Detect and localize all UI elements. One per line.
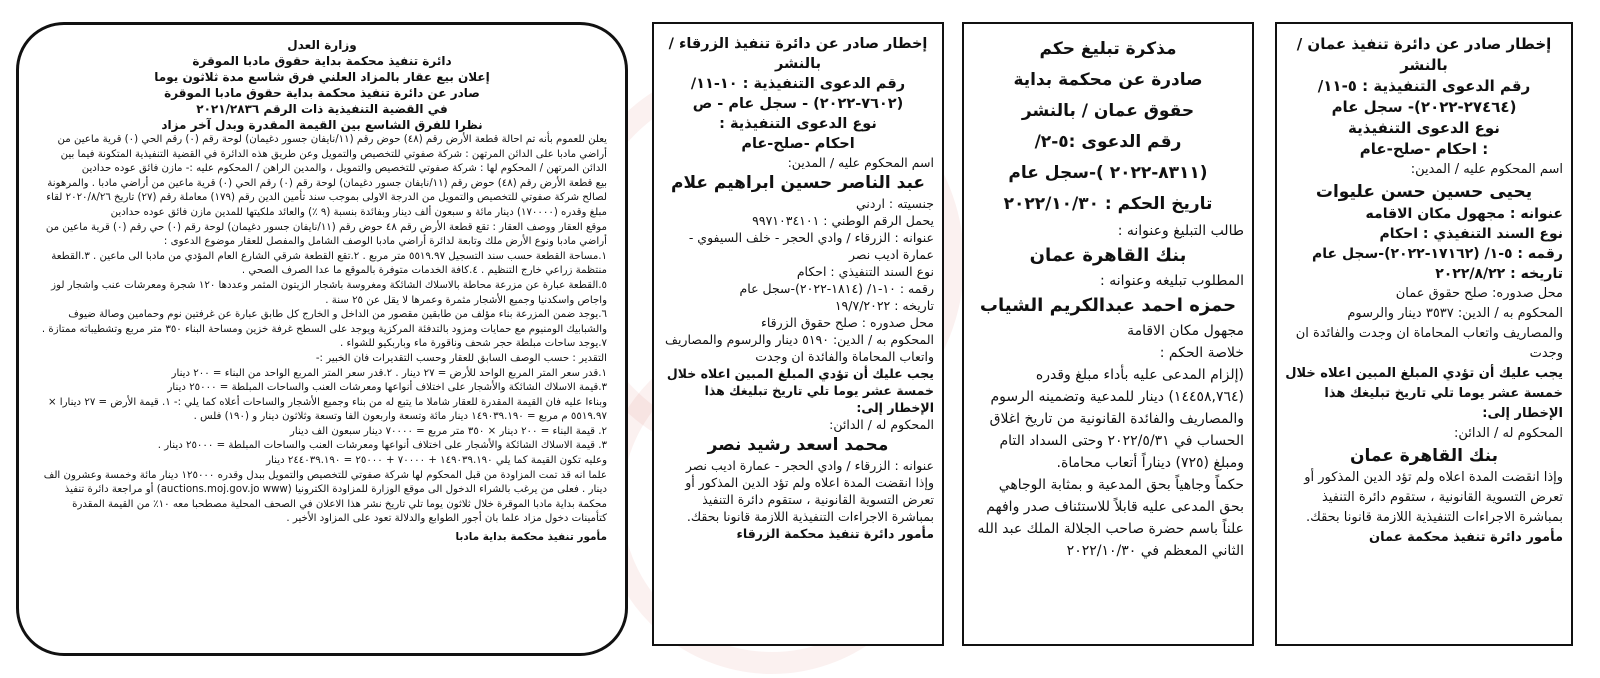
nationality: جنسيته : اردني (855, 196, 934, 211)
notified-name: حمزه احمد عبدالكريم الشياب (979, 295, 1237, 316)
requester-name: بنك القاهرة عمان (1029, 245, 1187, 266)
auction-paragraph: وبناءا عليه فان القيمة المقدرة للعقار شاملا ما يتبع له من بناء وجميع الأشجار والساحات أعلاه كما يلي :- ١. قيمة الأرض = ٢٧ دينارا × ٥٥١٩.٩٧ م مربع = ١٤٩٠٣٩.١٩٠ دينار مائة وتسعة واربعون الفا وتسعة وثلاثون دينار و (١٩٠) فلس . (48, 396, 607, 423)
auction-paragraph: ٣.قيمة الاسلاك الشائكة والأشجار على اختلاف أنواعها ومعرشات العنب والساحات المبلطة = ٢٥٠٠٠ دينار (167, 382, 607, 394)
closing-text: وإذا انقضت المدة اعلاه ولم تؤد الدين المذكور أو تعرض التسوية القانونية ، ستقوم دائرة التنفيذ بمباشرة الاجراءات التنفيذية اللازمة قانونا بحقك. (1304, 470, 1563, 525)
document-number: رقمه : ١٠-١/ (١٨١٤-٢٠٢٢)-سجل عام (739, 281, 934, 296)
auction-paragraph: ٦.يوجد ضمن المزرعة بناء مؤلف من طابقين مقصور من الداخل و الخارج كل طابق عبارة عن غرفتين نوم وحمامين وصالة ضيوف والشبابيك الومنيوم مع حمايات ومزود بالتدفئة المركزية ويوجد على السطح غرفة خزين ومساحة البناء ٣٥٠ متر مربع وتشطيباته ممتازة . ٧.يوجد ساحات مبلطة حجر شحف وناقورة ماء وباربكيو للشواء . (41, 309, 607, 350)
creditor-address: عنوانه : الزرقاء / وادي الحجر - عمارة اديب نصر (685, 458, 934, 473)
case-number: (٨٣١١-٢٠٢٢ )-سجل عام (1008, 163, 1208, 183)
summary-label: خلاصة الحكم : (1159, 345, 1244, 361)
judgment-title: مذكرة تبليغ حكم (1039, 39, 1177, 59)
auction-paragraph: وعليه تكون القيمة كما يلي ١٤٩٠٣٩.١٩٠ + ٧٠٠٠٠ + ٢٥٠٠٠ = ٢٤٤٠٣٩.١٩٠ دينار (266, 455, 607, 467)
national-id: يحمل الرقم الوطني : ٩٩٧١٠٣٤١٠١ (752, 213, 934, 228)
issuer-line: صادر عن دائرة تنفيذ محكمة بداية حقوق مادبا الموقرة (164, 86, 480, 100)
auction-paragraph: موقع العقار ووصف العقار : تقع قطعة الأرض رقم ٤٨ حوض رقم (١١/نايفان جسور دغيمان) لوحة رقم (٠) حي رقم (٠) قرية ماعين من أراضي مادبا ونوع الأرض ملك وتابعة لدائرة أراضي مادبا الوصف الشامل والمفصل للعقار موضوع الدعوى : (45, 221, 607, 248)
notice-title: إخطار صادر عن دائرة تنفيذ عمان / بالنشر (1296, 35, 1552, 74)
auction-paragraph: علما انه قد تمت المزاودة من قبل المحكوم لها شركة صفوتي للتخصيص والتمويل ببدل وقدره ١٢٥٠٠٠ دينار مائة وخمسة وعشرون الف دينار . فعلى من يرغب بالشراء الدخول الى موقع الوزارة للمزاودة الكترونيا (auctions.moj.gov.jo www) أو مراجعة دائرة تنفيذ محكمة بداية مادبا الموقرة خلال ثلاثون يوما تلي تاريخ نشر هذا الاعلان في الصحف المحلية مصطحبا معه ١٠٪ من القيمة المقدرة كتأمينات دخول مزاد علما بان أجور الطوابع والدلالة تعود على المزاود الأخير . (43, 469, 607, 525)
issuing-court: محل صدوره: صلح حقوق عمان (1395, 286, 1563, 301)
debtor-address: عنوانه : الزرقاء / وادي الحجر - خلف السيفوي - عمارة اديب نصر (688, 230, 934, 262)
auction-paragraph: التقدير : حسب الوصف السابق للعقار وحسب التقديرات فان الخبير :- (315, 352, 607, 364)
judged-amount: المحكوم به / الدين: ٥١٩٠ دينار والرسوم والمصاريف واتعاب المحاماة والفائدة ان وجدت (665, 332, 934, 364)
document-number: رقمه : ٥-١/ (١٧١٦٢-٢٠٢٢)-سجل عام (1311, 246, 1563, 262)
note-line: نظرا للفرق الشاسع بين القيمة المقدرة وبدل آخر مزاد (161, 118, 483, 132)
notice-title: إخطار صادر عن دائرة تنفيذ الزرقاء / بالنشر (668, 36, 928, 72)
judgment-court-sub: حقوق عمان / بالنشر (1021, 101, 1195, 121)
requester-label: طالب التبليغ وعنوانه : (1117, 223, 1244, 239)
judged-amount: المحكوم به / الدين: ٣٥٣٧ دينار والرسوم والمصاريف واتعاب المحاماة ان وجدت والفائدة ان وجدت (1295, 306, 1563, 361)
document-type: نوع السند التنفيذي : احكام (796, 264, 934, 279)
payment-warning: يجب عليك أن تؤدي المبلغ المبين اعلاه خلال خمسة عشر يوما تلي تاريخ تبليغك هذا الإخطار إلى: (1285, 366, 1563, 421)
notice-footer: مأمور دائرة تنفيذ محكمة الزرقاء (736, 526, 934, 541)
notice-footer: مأمور دائرة تنفيذ محكمة عمان (1369, 530, 1563, 545)
document-type: نوع السند التنفيذي : احكام (1379, 226, 1563, 242)
auction-paragraph: ١.قدر سعر المتر المربع الواحد للأرض = ٢٧ دينار . ٢.قدر سعر المتر المربع الواحد من البناء = ٢٠٠ دينار (171, 367, 607, 379)
debtor-name: عبد الناصر حسين ابراهيم علام (670, 173, 926, 193)
creditor-label: المحكوم له / الدائن: (829, 417, 934, 432)
auction-paragraph: ١.مساحة القطعة حسب سند التسجيل ٥٥١٩.٩٧ متر مربع . ٢.تقع القطعة شرقي الشارع العام المؤدي من مادبا الى ماعين . ٣.القطعة منتظمة زراعي خارج التنظيم . ٤.كافة الخدمات متوفرة بالموقع ما عدا الصرف الصحي . (51, 250, 607, 277)
case-type-value: : احكام -صلح-عام (1359, 140, 1489, 158)
debtor-label: اسم المحكوم عليه / المدين: (1410, 162, 1563, 177)
case-type-label: نوع الدعوى التنفيذية (1348, 119, 1500, 137)
auction-paragraph: ٢. قيمة البناء = ٢٠٠ دينار × ٣٥٠ متر مربع = ٧٠٠٠٠ دينار سبعون الف دينار (289, 425, 607, 437)
creditor-label: المحكوم له / الدائن: (1453, 426, 1563, 441)
debtor-name: يحيى حسين حسن عليوات (1315, 182, 1533, 202)
case-label: رقم الدعوى :٥-٢/ (1034, 132, 1182, 152)
case-type-label: نوع الدعوى التنفيذية : (719, 116, 877, 132)
residence: مجهول مكان الاقامة (1127, 323, 1244, 339)
auction-paragraph: يعلن للعموم بأنه تم احالة قطعة الأرض رقم (٤٨) حوض رقم (١١/نايفان جسور دغيمان) لوحة رقم (٠) رقم الحي (٠) قرية ماعين من أراضي مادبا على الدائن المرتهن : شركة صفوتي للتخصيص والتمويل وعن طريق هذه الدائرة في القضية التنفيذية المتكونة فيما بين الدائن المرتهن / المحكوم لها : شركة صفوتي للتخصيص والتمويل ، والمدين الراهن / المحكوم عليه :- مازن فائق عوده حدادين (57, 134, 607, 175)
auction-headline: إعلان بيع عقار بالمزاد العلني فرق شاسع مدة ثلاثون يوما (154, 70, 490, 84)
judgment-date: تاريخ الحكم : ٢٠٢٢/١٠/٣٠ (1003, 194, 1213, 214)
creditor-name: محمد اسعد رشيد نصر (707, 435, 889, 455)
document-date: تاريخه : ٢٠٢٢/٨/٢٢ (1435, 266, 1563, 282)
issuing-court: محل صدوره : صلح حقوق الزرقاء (760, 315, 934, 330)
debtor-address: عنوانه : مجهول مكان الاقامه (1365, 206, 1563, 222)
judgment-verdict: حكماً وجاهياً بحق المدعية و بمثابة الوجاهي بحق المدعى عليه قابلاً للاستئناف صدر وافهم علناً باسم حضرة صاحب الجلالة الملك عبد الله الثاني المعظم في ٢٠٢٢/١٠/٣٠ (977, 477, 1244, 559)
auction-paragraph: ٣. قيمة الاسلاك الشائكة والأشجار على اختلاف أنواعها ومعرشات العنب والساحات المبلطة = ٢٥٠٠٠ دينار . (157, 440, 607, 452)
auction-paragraph: ٥.القطعة عبارة عن مزرعة محاطة بالاسلاك الشائكة ومغروسة باشجار الزيتون المثمر وعددها ١٢٠ شجرة ومعرشات عنب واشجار لوز واجاص واسكدنيا وجميع الأشجار مثمرة وعمرها لا يقل عن ٢٥ سنة . (51, 279, 607, 306)
notified-label: المطلوب تبليغه وعنوانه : (1100, 273, 1244, 289)
closing-text: وإذا انقضت المدة اعلاه ولم تؤد الدين المذكور أو تعرض التسوية القانونية ، ستقوم دائرة التنفيذ بمباشرة الاجراءات التنفيذية اللازمة قانونا بحقك. (685, 475, 934, 524)
case-line: في القضية التنفيذية ذات الرقم ٢٠٢١/٢٨٣٦ (196, 102, 448, 116)
judgment-summary: (إلزام المدعى عليه بأداء مبلغ وقدره (١٤٤٥٨,٧٦٤) دينار للمدعية وتضمينه الرسوم والمصاريف والفائدة القانونية من تاريخ اغلاق الحساب في ٢٠٢٢/٥/٣١ وحتى السداد التام ومبلغ (٧٢٥) ديناراً أتعاب محاماة. (989, 367, 1244, 471)
document-date: تاريخه : ١٩/٧/٢٠٢٢ (834, 298, 934, 313)
case-number: رقم الدعوى التنفيذية : ١٠-١١/ (٧٦٠٢-٢٠٢٢) - سجل عام - ص (690, 76, 906, 112)
auction-body (37, 133, 607, 527)
case-number: رقم الدعوى التنفيذية : ٥-١١/ (٢٧٤٦٤-٢٠٢٢)- سجل عام (1317, 77, 1531, 116)
auction-paragraph: بيع قطعة الأرض رقم (٤٨) حوض رقم (١١/نايفان جسور دغيمان) لوحة رقم (٠) رقم الحي (٠) قرية ماعين من أراضي مادبا . والمرهونة لصالح شركة صفوتي للتخصيص والتمويل من الدرجة الاولى بموجب سند تأمين الدين رقم (١٧٩) معاملة رقم (٢٧) تاريخ ٢٠٢٠/٨/٢٦ لقاء مبلغ وقدره (١٧٠٠٠٠) دينار مائة و سبعون ألف دينار وبفائدة بنسبة (٩ ٪) والعائد ملكيتها للمدين مازن فائق عوده حدادين (46, 177, 607, 218)
payment-warning: يجب عليك أن تؤدي المبلغ المبين اعلاه خلال خمسة عشر يوما تلي تاريخ تبليغك هذا الإخطار إلى: (666, 366, 934, 415)
department-title: دائرة تنفيذ محكمة بداية حقوق مادبا الموقرة (192, 54, 452, 68)
ministry-title: وزارة العدل (287, 38, 357, 52)
debtor-label: اسم المحكوم عليه / المدين: (787, 155, 934, 170)
case-type-value: احكام -صلح-عام (741, 136, 855, 152)
auction-footer: مأمور تنفيذ محكمة بداية مادبا (455, 531, 607, 544)
judgment-court: صادرة عن محكمة بداية (1013, 70, 1203, 90)
zarqa-notice (652, 22, 944, 646)
judgment-notice (962, 22, 1254, 646)
creditor-name: بنك القاهرة عمان (1349, 446, 1499, 466)
amman-notice (1275, 22, 1573, 646)
auction-notice (16, 22, 628, 656)
